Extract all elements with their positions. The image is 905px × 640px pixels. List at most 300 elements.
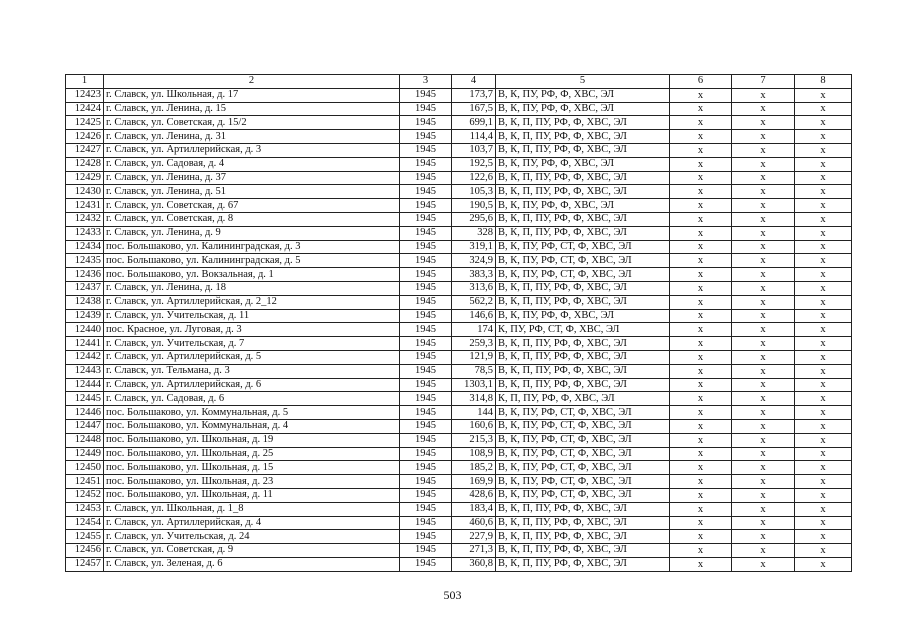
column-header-2: 2 — [104, 75, 400, 89]
address-cell: г. Славск, ул. Советская, д. 67 — [104, 199, 400, 213]
year-cell: 1945 — [400, 364, 452, 378]
col6-mark-cell: x — [670, 447, 732, 461]
utilities-cell: В, К, ПУ, РФ, СТ, Ф, ХВС, ЭЛ — [496, 475, 670, 489]
col8-mark-cell: x — [795, 130, 852, 144]
row-number-cell: 12448 — [66, 433, 104, 447]
area-cell: 460,6 — [452, 516, 496, 530]
col8-mark-cell: x — [795, 281, 852, 295]
address-cell: г. Славск, ул. Ленина, д. 15 — [104, 102, 400, 116]
address-cell: г. Славск, ул. Артиллерийская, д. 5 — [104, 350, 400, 364]
col6-mark-cell: x — [670, 475, 732, 489]
area-cell: 259,3 — [452, 337, 496, 351]
row-number-cell: 12424 — [66, 102, 104, 116]
address-cell: г. Славск, ул. Учительская, д. 7 — [104, 337, 400, 351]
area-cell: 314,8 — [452, 392, 496, 406]
col7-mark-cell: x — [732, 143, 795, 157]
table-row — [66, 240, 852, 254]
year-cell: 1945 — [400, 143, 452, 157]
address-cell: г. Славск, ул. Зеленая, д. 6 — [104, 557, 400, 571]
column-header-5: 5 — [496, 75, 670, 89]
utilities-cell: В, К, ПУ, РФ, СТ, Ф, ХВС, ЭЛ — [496, 447, 670, 461]
utilities-cell: В, К, П, ПУ, РФ, Ф, ХВС, ЭЛ — [496, 171, 670, 185]
col7-mark-cell: x — [732, 171, 795, 185]
col8-mark-cell: x — [795, 502, 852, 516]
table-row — [66, 171, 852, 185]
col8-mark-cell: x — [795, 295, 852, 309]
col7-mark-cell: x — [732, 254, 795, 268]
col8-mark-cell: x — [795, 447, 852, 461]
col6-mark-cell: x — [670, 516, 732, 530]
area-cell: 215,3 — [452, 433, 496, 447]
row-number-cell: 12451 — [66, 475, 104, 489]
col7-mark-cell: x — [732, 530, 795, 544]
area-cell: 103,7 — [452, 143, 496, 157]
col6-mark-cell: x — [670, 433, 732, 447]
table-row — [66, 281, 852, 295]
col8-mark-cell: x — [795, 544, 852, 558]
table-row — [66, 116, 852, 130]
table-row — [66, 226, 852, 240]
address-cell: г. Славск, ул. Школьная, д. 1_8 — [104, 502, 400, 516]
address-cell: пос. Большаково, ул. Коммунальная, д. 4 — [104, 419, 400, 433]
year-cell: 1945 — [400, 88, 452, 102]
table-row — [66, 199, 852, 213]
area-cell: 114,4 — [452, 130, 496, 144]
table-row — [66, 337, 852, 351]
year-cell: 1945 — [400, 337, 452, 351]
utilities-cell: В, К, П, ПУ, РФ, Ф, ХВС, ЭЛ — [496, 516, 670, 530]
utilities-cell: В, К, П, ПУ, РФ, Ф, ХВС, ЭЛ — [496, 350, 670, 364]
utilities-cell: В, К, ПУ, РФ, СТ, Ф, ХВС, ЭЛ — [496, 240, 670, 254]
year-cell: 1945 — [400, 350, 452, 364]
row-number-cell: 12454 — [66, 516, 104, 530]
col7-mark-cell: x — [732, 281, 795, 295]
column-header-4: 4 — [452, 75, 496, 89]
table-row — [66, 88, 852, 102]
area-cell: 146,6 — [452, 309, 496, 323]
area-cell: 122,6 — [452, 171, 496, 185]
col8-mark-cell: x — [795, 102, 852, 116]
col7-mark-cell: x — [732, 102, 795, 116]
utilities-cell: К, П, ПУ, РФ, Ф, ХВС, ЭЛ — [496, 392, 670, 406]
col8-mark-cell: x — [795, 171, 852, 185]
column-header-3: 3 — [400, 75, 452, 89]
row-number-cell: 12426 — [66, 130, 104, 144]
col6-mark-cell: x — [670, 226, 732, 240]
year-cell: 1945 — [400, 199, 452, 213]
col7-mark-cell: x — [732, 323, 795, 337]
col8-mark-cell: x — [795, 185, 852, 199]
col8-mark-cell: x — [795, 88, 852, 102]
row-number-cell: 12443 — [66, 364, 104, 378]
row-number-cell: 12433 — [66, 226, 104, 240]
col8-mark-cell: x — [795, 406, 852, 420]
row-number-cell: 12429 — [66, 171, 104, 185]
year-cell: 1945 — [400, 130, 452, 144]
address-cell: г. Славск, ул. Ленина, д. 37 — [104, 171, 400, 185]
col6-mark-cell: x — [670, 281, 732, 295]
col8-mark-cell: x — [795, 116, 852, 130]
year-cell: 1945 — [400, 212, 452, 226]
area-cell: 192,5 — [452, 157, 496, 171]
col6-mark-cell: x — [670, 419, 732, 433]
row-number-cell: 12438 — [66, 295, 104, 309]
year-cell: 1945 — [400, 516, 452, 530]
col7-mark-cell: x — [732, 488, 795, 502]
col7-mark-cell: x — [732, 130, 795, 144]
col8-mark-cell: x — [795, 392, 852, 406]
col7-mark-cell: x — [732, 475, 795, 489]
year-cell: 1945 — [400, 240, 452, 254]
table-row — [66, 309, 852, 323]
utilities-cell: В, К, П, ПУ, РФ, Ф, ХВС, ЭЛ — [496, 130, 670, 144]
col7-mark-cell: x — [732, 295, 795, 309]
area-cell: 190,5 — [452, 199, 496, 213]
col7-mark-cell: x — [732, 240, 795, 254]
row-number-cell: 12427 — [66, 143, 104, 157]
row-number-cell: 12430 — [66, 185, 104, 199]
col6-mark-cell: x — [670, 268, 732, 282]
col6-mark-cell: x — [670, 199, 732, 213]
col8-mark-cell: x — [795, 557, 852, 571]
col6-mark-cell: x — [670, 130, 732, 144]
col8-mark-cell: x — [795, 157, 852, 171]
area-cell: 319,1 — [452, 240, 496, 254]
col6-mark-cell: x — [670, 364, 732, 378]
col8-mark-cell: x — [795, 475, 852, 489]
table-row — [66, 530, 852, 544]
col7-mark-cell: x — [732, 516, 795, 530]
area-cell: 144 — [452, 406, 496, 420]
address-cell: г. Славск, ул. Артиллерийская, д. 2_12 — [104, 295, 400, 309]
col6-mark-cell: x — [670, 544, 732, 558]
col6-mark-cell: x — [670, 350, 732, 364]
col6-mark-cell: x — [670, 143, 732, 157]
utilities-cell: В, К, П, ПУ, РФ, Ф, ХВС, ЭЛ — [496, 226, 670, 240]
utilities-cell: В, К, ПУ, РФ, СТ, Ф, ХВС, ЭЛ — [496, 419, 670, 433]
year-cell: 1945 — [400, 544, 452, 558]
row-number-cell: 12435 — [66, 254, 104, 268]
address-cell: г. Славск, ул. Тельмана, д. 3 — [104, 364, 400, 378]
utilities-cell: В, К, П, ПУ, РФ, Ф, ХВС, ЭЛ — [496, 212, 670, 226]
utilities-cell: В, К, ПУ, РФ, Ф, ХВС, ЭЛ — [496, 199, 670, 213]
col7-mark-cell: x — [732, 88, 795, 102]
row-number-cell: 12436 — [66, 268, 104, 282]
col7-mark-cell: x — [732, 337, 795, 351]
col7-mark-cell: x — [732, 212, 795, 226]
utilities-cell: В, К, ПУ, РФ, Ф, ХВС, ЭЛ — [496, 88, 670, 102]
col7-mark-cell: x — [732, 461, 795, 475]
utilities-cell: В, К, П, ПУ, РФ, Ф, ХВС, ЭЛ — [496, 281, 670, 295]
utilities-cell: В, К, ПУ, РФ, СТ, Ф, ХВС, ЭЛ — [496, 433, 670, 447]
utilities-cell: В, К, П, ПУ, РФ, Ф, ХВС, ЭЛ — [496, 295, 670, 309]
col6-mark-cell: x — [670, 88, 732, 102]
row-number-cell: 12446 — [66, 406, 104, 420]
col6-mark-cell: x — [670, 461, 732, 475]
row-number-cell: 12453 — [66, 502, 104, 516]
table-row — [66, 447, 852, 461]
housing-register-table — [65, 74, 852, 572]
address-cell: пос. Большаково, ул. Школьная, д. 19 — [104, 433, 400, 447]
address-cell: пос. Красное, ул. Луговая, д. 3 — [104, 323, 400, 337]
row-number-cell: 12440 — [66, 323, 104, 337]
table-row — [66, 212, 852, 226]
row-number-cell: 12434 — [66, 240, 104, 254]
year-cell: 1945 — [400, 157, 452, 171]
year-cell: 1945 — [400, 171, 452, 185]
row-number-cell: 12444 — [66, 378, 104, 392]
col8-mark-cell: x — [795, 350, 852, 364]
row-number-cell: 12432 — [66, 212, 104, 226]
table-row — [66, 350, 852, 364]
utilities-cell: В, К, П, ПУ, РФ, Ф, ХВС, ЭЛ — [496, 530, 670, 544]
col6-mark-cell: x — [670, 502, 732, 516]
address-cell: г. Славск, ул. Артиллерийская, д. 4 — [104, 516, 400, 530]
table-row — [66, 185, 852, 199]
col8-mark-cell: x — [795, 419, 852, 433]
col7-mark-cell: x — [732, 557, 795, 571]
area-cell: 271,3 — [452, 544, 496, 558]
utilities-cell: В, К, ПУ, РФ, Ф, ХВС, ЭЛ — [496, 102, 670, 116]
col7-mark-cell: x — [732, 226, 795, 240]
utilities-cell: В, К, ПУ, РФ, Ф, ХВС, ЭЛ — [496, 309, 670, 323]
row-number-cell: 12449 — [66, 447, 104, 461]
table-row — [66, 143, 852, 157]
row-number-cell: 12439 — [66, 309, 104, 323]
column-header-6: 6 — [670, 75, 732, 89]
address-cell: г. Славск, ул. Ленина, д. 51 — [104, 185, 400, 199]
col8-mark-cell: x — [795, 143, 852, 157]
row-number-cell: 12455 — [66, 530, 104, 544]
col7-mark-cell: x — [732, 364, 795, 378]
col6-mark-cell: x — [670, 185, 732, 199]
utilities-cell: В, К, ПУ, РФ, СТ, Ф, ХВС, ЭЛ — [496, 406, 670, 420]
table-row — [66, 557, 852, 571]
col7-mark-cell: x — [732, 185, 795, 199]
row-number-cell: 12425 — [66, 116, 104, 130]
col6-mark-cell: x — [670, 378, 732, 392]
column-header-8: 8 — [795, 75, 852, 89]
col7-mark-cell: x — [732, 309, 795, 323]
address-cell: г. Славск, ул. Артиллерийская, д. 3 — [104, 143, 400, 157]
col8-mark-cell: x — [795, 323, 852, 337]
utilities-cell: К, ПУ, РФ, СТ, Ф, ХВС, ЭЛ — [496, 323, 670, 337]
col6-mark-cell: x — [670, 157, 732, 171]
area-cell: 313,6 — [452, 281, 496, 295]
utilities-cell: В, К, ПУ, РФ, Ф, ХВС, ЭЛ — [496, 157, 670, 171]
row-number-cell: 12431 — [66, 199, 104, 213]
col8-mark-cell: x — [795, 199, 852, 213]
col6-mark-cell: x — [670, 116, 732, 130]
utilities-cell: В, К, ПУ, РФ, СТ, Ф, ХВС, ЭЛ — [496, 461, 670, 475]
area-cell: 78,5 — [452, 364, 496, 378]
col8-mark-cell: x — [795, 337, 852, 351]
area-cell: 108,9 — [452, 447, 496, 461]
col7-mark-cell: x — [732, 406, 795, 420]
column-header-1: 1 — [66, 75, 104, 89]
area-cell: 295,6 — [452, 212, 496, 226]
area-cell: 160,6 — [452, 419, 496, 433]
col7-mark-cell: x — [732, 378, 795, 392]
table-row — [66, 157, 852, 171]
address-cell: г. Славск, ул. Ленина, д. 18 — [104, 281, 400, 295]
row-number-cell: 12441 — [66, 337, 104, 351]
utilities-cell: В, К, П, ПУ, РФ, Ф, ХВС, ЭЛ — [496, 116, 670, 130]
col8-mark-cell: x — [795, 226, 852, 240]
row-number-cell: 12445 — [66, 392, 104, 406]
area-cell: 383,3 — [452, 268, 496, 282]
utilities-cell: В, К, П, ПУ, РФ, Ф, ХВС, ЭЛ — [496, 557, 670, 571]
year-cell: 1945 — [400, 309, 452, 323]
area-cell: 169,9 — [452, 475, 496, 489]
year-cell: 1945 — [400, 295, 452, 309]
utilities-cell: В, К, П, ПУ, РФ, Ф, ХВС, ЭЛ — [496, 502, 670, 516]
address-cell: г. Славск, ул. Учительская, д. 11 — [104, 309, 400, 323]
col6-mark-cell: x — [670, 406, 732, 420]
col7-mark-cell: x — [732, 419, 795, 433]
col7-mark-cell: x — [732, 116, 795, 130]
col8-mark-cell: x — [795, 530, 852, 544]
year-cell: 1945 — [400, 392, 452, 406]
year-cell: 1945 — [400, 447, 452, 461]
col6-mark-cell: x — [670, 295, 732, 309]
address-cell: г. Славск, ул. Советская, д. 8 — [104, 212, 400, 226]
utilities-cell: В, К, П, ПУ, РФ, Ф, ХВС, ЭЛ — [496, 378, 670, 392]
utilities-cell: В, К, ПУ, РФ, СТ, Ф, ХВС, ЭЛ — [496, 488, 670, 502]
col8-mark-cell: x — [795, 364, 852, 378]
col7-mark-cell: x — [732, 392, 795, 406]
col8-mark-cell: x — [795, 488, 852, 502]
address-cell: г. Славск, ул. Советская, д. 15/2 — [104, 116, 400, 130]
address-cell: г. Славск, ул. Садовая, д. 6 — [104, 392, 400, 406]
table-row — [66, 378, 852, 392]
year-cell: 1945 — [400, 281, 452, 295]
year-cell: 1945 — [400, 406, 452, 420]
area-cell: 227,9 — [452, 530, 496, 544]
table-row — [66, 461, 852, 475]
col8-mark-cell: x — [795, 268, 852, 282]
area-cell: 1303,1 — [452, 378, 496, 392]
address-cell: г. Славск, ул. Ленина, д. 9 — [104, 226, 400, 240]
address-cell: г. Славск, ул. Артиллерийская, д. 6 — [104, 378, 400, 392]
year-cell: 1945 — [400, 102, 452, 116]
row-number-cell: 12428 — [66, 157, 104, 171]
row-number-cell: 12447 — [66, 419, 104, 433]
area-cell: 360,8 — [452, 557, 496, 571]
col6-mark-cell: x — [670, 102, 732, 116]
address-cell: г. Славск, ул. Ленина, д. 31 — [104, 130, 400, 144]
area-cell: 324,9 — [452, 254, 496, 268]
col7-mark-cell: x — [732, 502, 795, 516]
area-cell: 699,1 — [452, 116, 496, 130]
col6-mark-cell: x — [670, 309, 732, 323]
area-cell: 428,6 — [452, 488, 496, 502]
col6-mark-cell: x — [670, 254, 732, 268]
address-cell: пос. Большаково, ул. Школьная, д. 23 — [104, 475, 400, 489]
col6-mark-cell: x — [670, 337, 732, 351]
col7-mark-cell: x — [732, 268, 795, 282]
year-cell: 1945 — [400, 323, 452, 337]
row-number-cell: 12423 — [66, 88, 104, 102]
area-cell: 167,5 — [452, 102, 496, 116]
area-cell: 185,2 — [452, 461, 496, 475]
page-number: 503 — [443, 588, 462, 602]
area-cell: 328 — [452, 226, 496, 240]
col6-mark-cell: x — [670, 392, 732, 406]
address-cell: пос. Большаково, ул. Коммунальная, д. 5 — [104, 406, 400, 420]
year-cell: 1945 — [400, 185, 452, 199]
table-row — [66, 102, 852, 116]
area-cell: 174 — [452, 323, 496, 337]
table-row — [66, 502, 852, 516]
col6-mark-cell: x — [670, 557, 732, 571]
table-row — [66, 254, 852, 268]
area-cell: 183,4 — [452, 502, 496, 516]
utilities-cell: В, К, П, ПУ, РФ, Ф, ХВС, ЭЛ — [496, 143, 670, 157]
col7-mark-cell: x — [732, 433, 795, 447]
address-cell: г. Славск, ул. Школьная, д. 17 — [104, 88, 400, 102]
year-cell: 1945 — [400, 226, 452, 240]
utilities-cell: В, К, П, ПУ, РФ, Ф, ХВС, ЭЛ — [496, 544, 670, 558]
row-number-cell: 12437 — [66, 281, 104, 295]
address-cell: г. Славск, ул. Советская, д. 9 — [104, 544, 400, 558]
col8-mark-cell: x — [795, 212, 852, 226]
utilities-cell: В, К, ПУ, РФ, СТ, Ф, ХВС, ЭЛ — [496, 254, 670, 268]
utilities-cell: В, К, П, ПУ, РФ, Ф, ХВС, ЭЛ — [496, 337, 670, 351]
col6-mark-cell: x — [670, 171, 732, 185]
col7-mark-cell: x — [732, 544, 795, 558]
address-cell: пос. Большаково, ул. Школьная, д. 15 — [104, 461, 400, 475]
col6-mark-cell: x — [670, 212, 732, 226]
table-row — [66, 268, 852, 282]
table-row — [66, 364, 852, 378]
year-cell: 1945 — [400, 475, 452, 489]
col7-mark-cell: x — [732, 447, 795, 461]
table-row — [66, 475, 852, 489]
year-cell: 1945 — [400, 502, 452, 516]
row-number-cell: 12450 — [66, 461, 104, 475]
year-cell: 1945 — [400, 433, 452, 447]
address-cell: г. Славск, ул. Учительская, д. 24 — [104, 530, 400, 544]
year-cell: 1945 — [400, 530, 452, 544]
table-body — [66, 88, 852, 571]
col7-mark-cell: x — [732, 199, 795, 213]
col8-mark-cell: x — [795, 309, 852, 323]
year-cell: 1945 — [400, 461, 452, 475]
col8-mark-cell: x — [795, 240, 852, 254]
table-row — [66, 433, 852, 447]
year-cell: 1945 — [400, 378, 452, 392]
table-row — [66, 406, 852, 420]
year-cell: 1945 — [400, 116, 452, 130]
col7-mark-cell: x — [732, 350, 795, 364]
col8-mark-cell: x — [795, 254, 852, 268]
col6-mark-cell: x — [670, 240, 732, 254]
address-cell: пос. Большаково, ул. Калининградская, д. 5 — [104, 254, 400, 268]
address-cell: г. Славск, ул. Садовая, д. 4 — [104, 157, 400, 171]
table-row — [66, 488, 852, 502]
table-row — [66, 544, 852, 558]
column-header-7: 7 — [732, 75, 795, 89]
row-number-cell: 12442 — [66, 350, 104, 364]
year-cell: 1945 — [400, 488, 452, 502]
address-cell: пос. Большаково, ул. Калининградская, д. 3 — [104, 240, 400, 254]
col8-mark-cell: x — [795, 461, 852, 475]
col6-mark-cell: x — [670, 323, 732, 337]
year-cell: 1945 — [400, 557, 452, 571]
utilities-cell: В, К, П, ПУ, РФ, Ф, ХВС, ЭЛ — [496, 185, 670, 199]
area-cell: 173,7 — [452, 88, 496, 102]
